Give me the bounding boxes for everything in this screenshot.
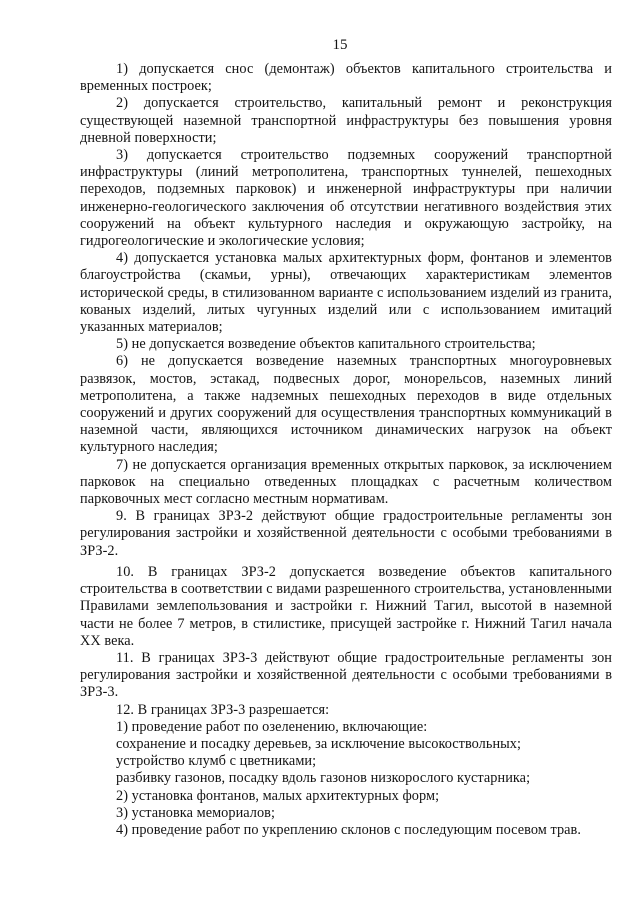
clause-12-item-1-flowerbeds: устройство клумб с цветниками; [116,753,317,770]
paragraph-item-2: 2) допускается строительство, капитальный ремонт и реконструкция существующей наземной транспортной инфраструктуры без повышения уровня дневной поверхности; [80,95,612,146]
paragraph-item-1: 1) допускается снос (демонтаж) объектов капитального строительства и временных построек; [80,61,612,95]
clause-12-item-4: 4) проведение работ по укреплению склонов с последующим посевом трав. [116,821,581,838]
clause-12-item-1-lawns: разбивку газонов, посадку вдоль газонов низкорослого кустарника; [116,770,531,787]
clause-12: 12. В границах ЗРЗ-3 разрешается: [116,701,330,718]
paragraph-item-7: 7) не допускается организация временных открытых парковок, за исключением парковок на специально отведенных площадках с расчетным количеством парковочных мест согласно местным нормативам. [80,456,612,508]
clause-9: 9. В границах ЗРЗ-2 действуют общие градостроительные регламенты зон регулирования застройки и хозяйственной деятельности с особыми требованиями в ЗРЗ-2. [80,508,612,559]
clause-12-item-2: 2) установка фонтанов, малых архитектурных форм; [116,787,440,804]
clause-10: 10. В границах ЗРЗ-2 допускается возведение объектов капитального строительства в соответствии с видами разрешенного строительства, установленными Правилами землепользования и застройки г. Нижний Тагил, высотой в наземной части не более 7 метров, в стилистике, присущей застройке г. Нижний Тагил начала XX века. [80,563,612,649]
paragraph-item-6: 6) не допускается возведение наземных транспортных многоуровневых развязок, мостов, эстакад, подвесных дорог, монорельсов, наземных линий метрополитена, а также надземных пешеходных переходов в виде отдельных сооружений и других сооружений для осуществления транспортных коммуникаций в наземной части, являющихся источником динамических нагрузок на объект культурного наследия; [80,353,612,456]
paragraph-item-3: 3) допускается строительство подземных сооружений транспортной инфраструктуры (линий метрополитена, транспортных туннелей, пешеходных переходов, подземных парковок) и инженерной инфраструктуры при наличии инженерно-геологического заключения об отсутствии негативного воздействия этих сооружений на объект культурного наследия и окружающую застройку, на гидрогеологические и экологические условия; [80,147,612,250]
clause-12-item-1-trees: сохранение и посадку деревьев, за исключение высокоствольных; [116,735,522,752]
page-number: 15 [332,37,348,53]
clause-11: 11. В границах ЗРЗ-3 действуют общие градостроительные регламенты зон регулирования застройки и хозяйственной деятельности с особыми требованиями в ЗРЗ-3. [80,649,612,701]
clause-12-item-3: 3) установка мемориалов; [116,804,276,821]
paragraph-item-5: 5) не допускается возведение объектов капитального строительства; [116,336,536,353]
clause-12-item-1: 1) проведение работ по озеленению, включающие: [116,718,428,735]
paragraph-item-4: 4) допускается установка малых архитектурных форм, фонтанов и элементов благоустройства (скамьи, урны), отвечающих характеристикам элементов исторической среды, в стилизованном варианте с использованием изделий из гранита, кованых изделий, литых чугунных изделий или с использованием имитаций указанных материалов; [80,250,612,336]
